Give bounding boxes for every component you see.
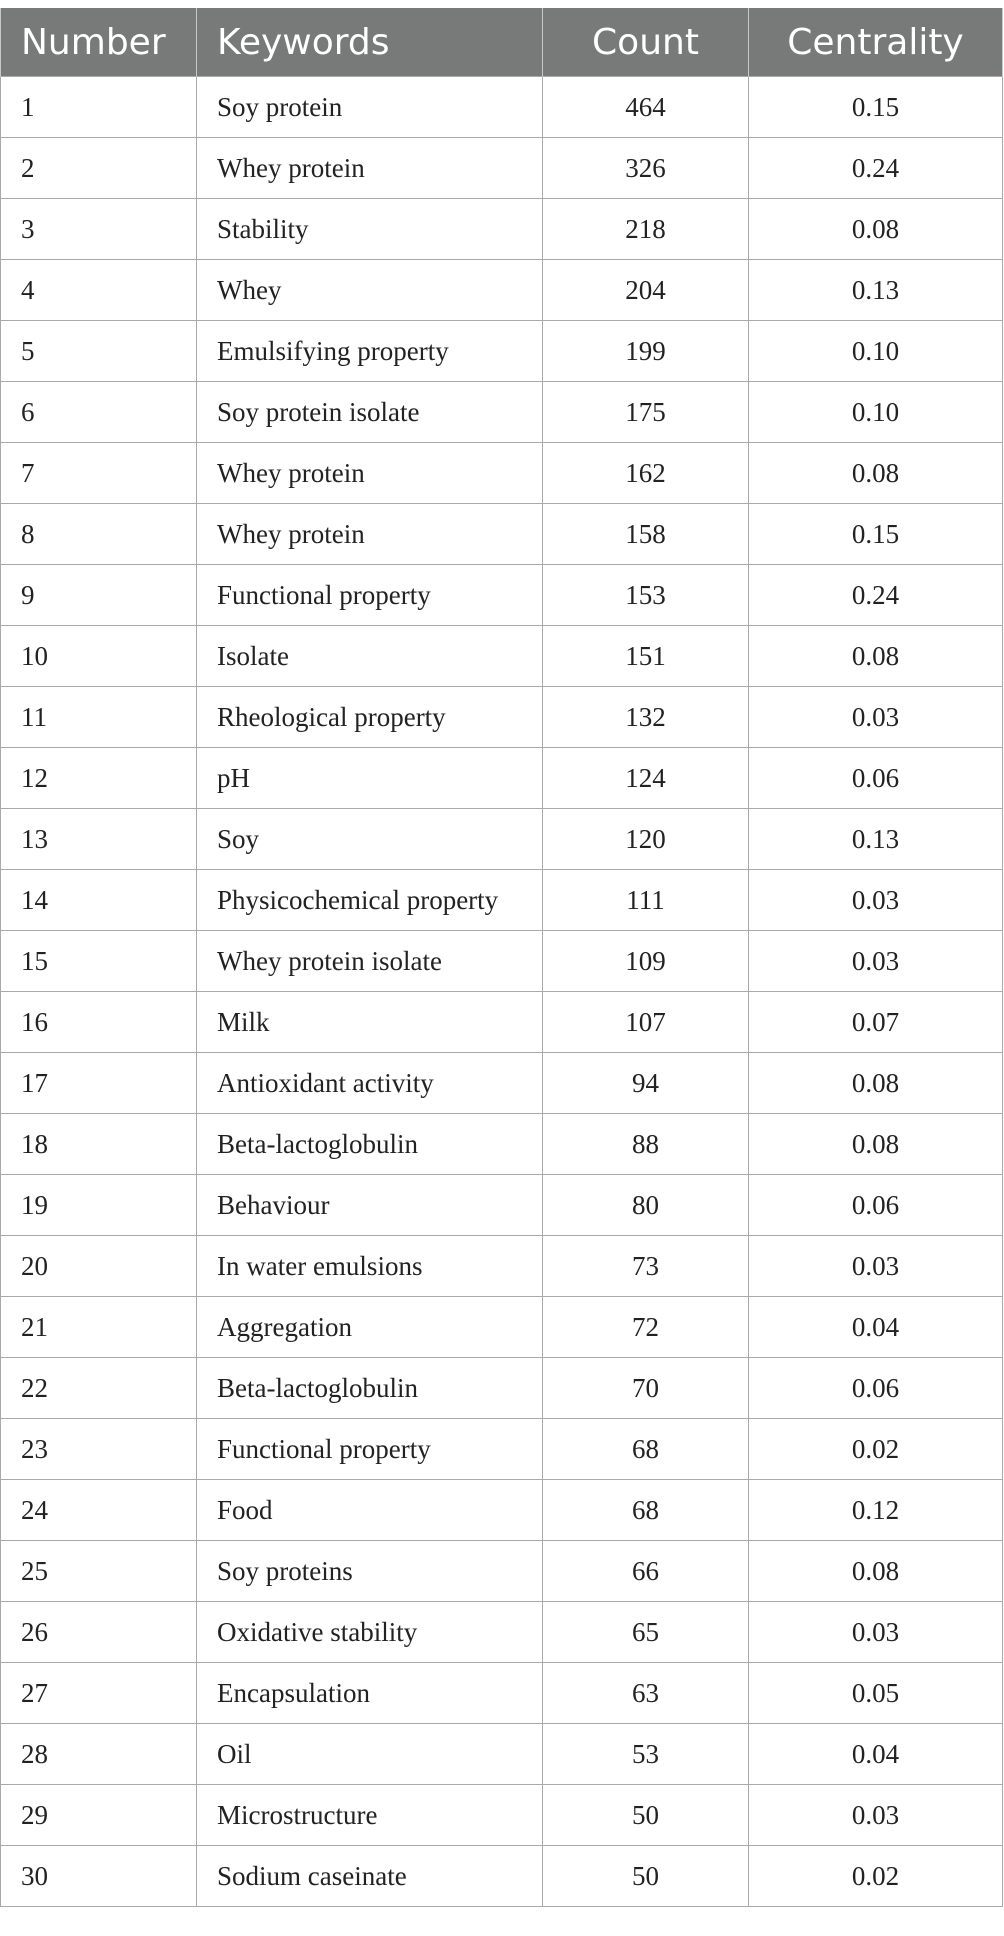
centrality-cell: 0.06 bbox=[749, 748, 1003, 809]
table-row bbox=[1, 809, 1003, 870]
count-cell: 72 bbox=[543, 1297, 749, 1358]
centrality-cell: 0.03 bbox=[749, 931, 1003, 992]
number-cell: 11 bbox=[1, 687, 197, 748]
centrality-cell: 0.03 bbox=[749, 1602, 1003, 1663]
count-cell: 158 bbox=[543, 504, 749, 565]
count-cell: 50 bbox=[543, 1785, 749, 1846]
number-cell: 13 bbox=[1, 809, 197, 870]
keywords-table-container bbox=[0, 8, 1002, 1907]
table-row bbox=[1, 138, 1003, 199]
table-row bbox=[1, 1663, 1003, 1724]
keyword-cell: Physicochemical property bbox=[197, 870, 543, 931]
centrality-cell: 0.13 bbox=[749, 809, 1003, 870]
count-cell: 111 bbox=[543, 870, 749, 931]
keyword-cell: Stability bbox=[197, 199, 543, 260]
number-cell: 7 bbox=[1, 443, 197, 504]
table-row bbox=[1, 1785, 1003, 1846]
number-cell: 21 bbox=[1, 1297, 197, 1358]
keyword-cell: In water emulsions bbox=[197, 1236, 543, 1297]
centrality-cell: 0.02 bbox=[749, 1846, 1003, 1907]
count-cell: 124 bbox=[543, 748, 749, 809]
count-cell: 94 bbox=[543, 1053, 749, 1114]
count-cell: 175 bbox=[543, 382, 749, 443]
count-cell: 107 bbox=[543, 992, 749, 1053]
keyword-cell: Beta-lactoglobulin bbox=[197, 1114, 543, 1175]
count-cell: 464 bbox=[543, 77, 749, 138]
table-row bbox=[1, 626, 1003, 687]
header-centrality: Centrality bbox=[749, 8, 1003, 77]
number-cell: 5 bbox=[1, 321, 197, 382]
table-row bbox=[1, 748, 1003, 809]
centrality-cell: 0.10 bbox=[749, 321, 1003, 382]
keyword-cell: Milk bbox=[197, 992, 543, 1053]
table-row bbox=[1, 565, 1003, 626]
table-header bbox=[1, 8, 1003, 77]
table-row bbox=[1, 1297, 1003, 1358]
centrality-cell: 0.15 bbox=[749, 77, 1003, 138]
number-cell: 28 bbox=[1, 1724, 197, 1785]
keyword-cell: Rheological property bbox=[197, 687, 543, 748]
table-row bbox=[1, 1602, 1003, 1663]
table-row bbox=[1, 199, 1003, 260]
table-row bbox=[1, 1480, 1003, 1541]
centrality-cell: 0.02 bbox=[749, 1419, 1003, 1480]
keyword-cell: pH bbox=[197, 748, 543, 809]
keyword-cell: Aggregation bbox=[197, 1297, 543, 1358]
number-cell: 12 bbox=[1, 748, 197, 809]
centrality-cell: 0.08 bbox=[749, 1541, 1003, 1602]
keyword-cell: Beta-lactoglobulin bbox=[197, 1358, 543, 1419]
centrality-cell: 0.15 bbox=[749, 504, 1003, 565]
number-cell: 2 bbox=[1, 138, 197, 199]
number-cell: 19 bbox=[1, 1175, 197, 1236]
centrality-cell: 0.03 bbox=[749, 1236, 1003, 1297]
table-row bbox=[1, 1419, 1003, 1480]
number-cell: 15 bbox=[1, 931, 197, 992]
keyword-cell: Isolate bbox=[197, 626, 543, 687]
centrality-cell: 0.24 bbox=[749, 138, 1003, 199]
table-row bbox=[1, 1114, 1003, 1175]
number-cell: 20 bbox=[1, 1236, 197, 1297]
number-cell: 23 bbox=[1, 1419, 197, 1480]
table-row bbox=[1, 443, 1003, 504]
count-cell: 73 bbox=[543, 1236, 749, 1297]
count-cell: 326 bbox=[543, 138, 749, 199]
count-cell: 199 bbox=[543, 321, 749, 382]
centrality-cell: 0.03 bbox=[749, 687, 1003, 748]
keyword-cell: Behaviour bbox=[197, 1175, 543, 1236]
centrality-cell: 0.13 bbox=[749, 260, 1003, 321]
table-row bbox=[1, 504, 1003, 565]
table-row bbox=[1, 992, 1003, 1053]
count-cell: 218 bbox=[543, 199, 749, 260]
centrality-cell: 0.03 bbox=[749, 1785, 1003, 1846]
number-cell: 30 bbox=[1, 1846, 197, 1907]
keywords-table bbox=[0, 8, 1003, 1907]
count-cell: 162 bbox=[543, 443, 749, 504]
keyword-cell: Microstructure bbox=[197, 1785, 543, 1846]
table-row bbox=[1, 1541, 1003, 1602]
number-cell: 6 bbox=[1, 382, 197, 443]
centrality-cell: 0.04 bbox=[749, 1297, 1003, 1358]
keyword-cell: Encapsulation bbox=[197, 1663, 543, 1724]
number-cell: 22 bbox=[1, 1358, 197, 1419]
centrality-cell: 0.08 bbox=[749, 1053, 1003, 1114]
number-cell: 17 bbox=[1, 1053, 197, 1114]
number-cell: 27 bbox=[1, 1663, 197, 1724]
count-cell: 109 bbox=[543, 931, 749, 992]
keyword-cell: Sodium caseinate bbox=[197, 1846, 543, 1907]
table-row bbox=[1, 321, 1003, 382]
centrality-cell: 0.12 bbox=[749, 1480, 1003, 1541]
count-cell: 120 bbox=[543, 809, 749, 870]
table-row bbox=[1, 1724, 1003, 1785]
table-body bbox=[1, 77, 1003, 1907]
count-cell: 70 bbox=[543, 1358, 749, 1419]
count-cell: 63 bbox=[543, 1663, 749, 1724]
header-number: Number bbox=[1, 8, 197, 77]
keyword-cell: Whey bbox=[197, 260, 543, 321]
count-cell: 68 bbox=[543, 1480, 749, 1541]
number-cell: 29 bbox=[1, 1785, 197, 1846]
number-cell: 26 bbox=[1, 1602, 197, 1663]
centrality-cell: 0.08 bbox=[749, 443, 1003, 504]
keyword-cell: Soy protein bbox=[197, 77, 543, 138]
count-cell: 66 bbox=[543, 1541, 749, 1602]
keyword-cell: Whey protein bbox=[197, 138, 543, 199]
count-cell: 68 bbox=[543, 1419, 749, 1480]
keyword-cell: Soy proteins bbox=[197, 1541, 543, 1602]
number-cell: 3 bbox=[1, 199, 197, 260]
number-cell: 10 bbox=[1, 626, 197, 687]
centrality-cell: 0.07 bbox=[749, 992, 1003, 1053]
centrality-cell: 0.08 bbox=[749, 199, 1003, 260]
header-keywords: Keywords bbox=[197, 8, 543, 77]
table-row bbox=[1, 382, 1003, 443]
table-row bbox=[1, 931, 1003, 992]
keyword-cell: Soy bbox=[197, 809, 543, 870]
count-cell: 151 bbox=[543, 626, 749, 687]
count-cell: 132 bbox=[543, 687, 749, 748]
table-row bbox=[1, 77, 1003, 138]
table-row bbox=[1, 260, 1003, 321]
keyword-cell: Whey protein isolate bbox=[197, 931, 543, 992]
table-row bbox=[1, 687, 1003, 748]
centrality-cell: 0.24 bbox=[749, 565, 1003, 626]
keyword-cell: Antioxidant activity bbox=[197, 1053, 543, 1114]
number-cell: 9 bbox=[1, 565, 197, 626]
table-row bbox=[1, 1053, 1003, 1114]
keyword-cell: Whey protein bbox=[197, 443, 543, 504]
count-cell: 204 bbox=[543, 260, 749, 321]
centrality-cell: 0.04 bbox=[749, 1724, 1003, 1785]
centrality-cell: 0.10 bbox=[749, 382, 1003, 443]
keyword-cell: Oil bbox=[197, 1724, 543, 1785]
centrality-cell: 0.05 bbox=[749, 1663, 1003, 1724]
table-row bbox=[1, 1846, 1003, 1907]
keyword-cell: Whey protein bbox=[197, 504, 543, 565]
keyword-cell: Oxidative stability bbox=[197, 1602, 543, 1663]
number-cell: 25 bbox=[1, 1541, 197, 1602]
number-cell: 24 bbox=[1, 1480, 197, 1541]
keyword-cell: Food bbox=[197, 1480, 543, 1541]
centrality-cell: 0.06 bbox=[749, 1175, 1003, 1236]
count-cell: 53 bbox=[543, 1724, 749, 1785]
number-cell: 18 bbox=[1, 1114, 197, 1175]
centrality-cell: 0.06 bbox=[749, 1358, 1003, 1419]
count-cell: 80 bbox=[543, 1175, 749, 1236]
centrality-cell: 0.08 bbox=[749, 1114, 1003, 1175]
centrality-cell: 0.08 bbox=[749, 626, 1003, 687]
number-cell: 16 bbox=[1, 992, 197, 1053]
table-row bbox=[1, 1175, 1003, 1236]
keyword-cell: Emulsifying property bbox=[197, 321, 543, 382]
number-cell: 8 bbox=[1, 504, 197, 565]
header-count: Count bbox=[543, 8, 749, 77]
keyword-cell: Soy protein isolate bbox=[197, 382, 543, 443]
number-cell: 14 bbox=[1, 870, 197, 931]
count-cell: 50 bbox=[543, 1846, 749, 1907]
keyword-cell: Functional property bbox=[197, 1419, 543, 1480]
keyword-cell: Functional property bbox=[197, 565, 543, 626]
number-cell: 1 bbox=[1, 77, 197, 138]
count-cell: 88 bbox=[543, 1114, 749, 1175]
table-row bbox=[1, 1358, 1003, 1419]
table-row bbox=[1, 1236, 1003, 1297]
header-row bbox=[1, 8, 1003, 77]
centrality-cell: 0.03 bbox=[749, 870, 1003, 931]
table-row bbox=[1, 870, 1003, 931]
count-cell: 153 bbox=[543, 565, 749, 626]
number-cell: 4 bbox=[1, 260, 197, 321]
count-cell: 65 bbox=[543, 1602, 749, 1663]
